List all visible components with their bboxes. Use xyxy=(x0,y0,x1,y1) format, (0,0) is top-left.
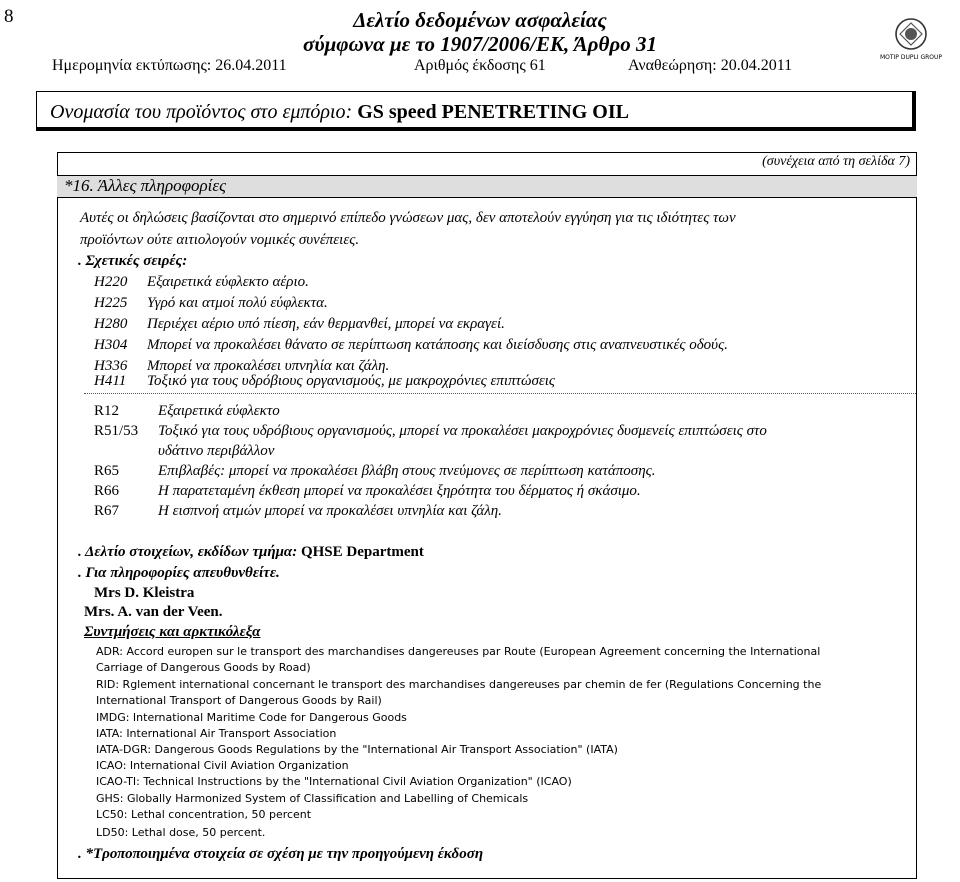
abbreviation-line: IATA-DGR: Dangerous Goods Regulations by the "International Air Transport Association" (IATA) xyxy=(96,743,618,756)
r-phrase-text: Επιβλαβές: μπορεί να προκαλέσει βλάβη στους πνεύμονες σε περίπτωση κατάποσης. xyxy=(158,463,656,479)
print-date: Ημερομηνία εκτύπωσης: 26.04.2011 xyxy=(52,57,287,74)
contact-label: . Για πληροφορίες απευθυνθείτε. xyxy=(78,565,280,581)
product-name-line xyxy=(50,101,629,124)
r-phrase-text: Η παρατεταμένη έκθεση μπορεί να προκαλέσει ξηρότητα του δέρματος ή σκάσιμο. xyxy=(158,483,641,499)
product-label: Ονομασία του προϊόντος στο εμπόριο: xyxy=(50,101,353,123)
abbreviation-line: GHS: Globally Harmonized System of Classification and Labelling of Chemicals xyxy=(96,792,529,805)
logo-text: MOTIP DUPLI GROUP xyxy=(879,54,943,61)
relevant-phrases-label: . Σχετικές σειρές: xyxy=(78,253,188,269)
h-phrase-code: H411 xyxy=(94,373,127,389)
r-phrase-text: Εξαιρετικά εύφλεκτο xyxy=(158,403,280,419)
department-label: . Δελτίο στοιχείων, εκδίδων τμήμα: xyxy=(78,544,298,560)
abbreviation-line: IATA: International Air Transport Association xyxy=(96,727,337,740)
r-phrase-code: R65 xyxy=(94,463,120,479)
r-phrase-code: R51/53 xyxy=(94,423,139,439)
r-phrase-code: R66 xyxy=(94,483,120,499)
motip-dupli-logo xyxy=(878,14,944,62)
h-phrase-text: Μπορεί να προκαλέσει υπνηλία και ζάλη. xyxy=(147,358,390,374)
h-phrase-text: Εξαιρετικά εύφλεκτο αέριο. xyxy=(147,274,309,290)
h-phrase-text: Μπορεί να προκαλέσει θάνατο σε περίπτωση κατάποσης και διείσδυσης στις αναπνευστικές οδούς. xyxy=(147,337,728,353)
abbreviation-line: LD50: Lethal dose, 50 percent. xyxy=(96,826,266,839)
contact-name-1: Mrs D. Kleistra xyxy=(94,585,195,601)
abbreviation-line: Carriage of Dangerous Goods by Road) xyxy=(96,661,311,674)
department-line xyxy=(78,544,424,561)
h-phrase-code: H336 xyxy=(94,358,128,374)
r-phrase-code: R67 xyxy=(94,503,120,519)
h-phrase-code: H304 xyxy=(94,337,128,353)
revision-date: Αναθεώρηση: 20.04.2011 xyxy=(628,57,793,74)
h-phrase-code: H220 xyxy=(94,274,128,290)
h-phrase-code: H280 xyxy=(94,316,128,332)
r-phrase-text: Τοξικό για τους υδρόβιους οργανισμούς, μπορεί να προκαλέσει μακροχρόνιες δυσμενείς επιπτώσεις στο xyxy=(158,423,767,439)
continued-note: (συνέχεια από τη σελίδα 7) xyxy=(762,154,910,169)
document-title: Δελτίο δεδομένων ασφαλείας xyxy=(353,8,607,32)
disclaimer-line-2: προϊόντων ούτε αιτιολογούν νομικές συνέπειες. xyxy=(80,232,360,248)
page-number: 8 xyxy=(4,6,14,27)
product-name: GS speed PENETRETING OIL xyxy=(357,101,629,123)
abbreviation-line: IMDG: International Maritime Code for Dangerous Goods xyxy=(96,711,407,724)
abbreviation-line: ICAO: International Civil Aviation Organization xyxy=(96,759,349,772)
document-subtitle: σύμφωνα με το 1907/2006/ΕΚ, Άρθρο 31 xyxy=(303,32,657,56)
abbreviation-line: LC50: Lethal concentration, 50 percent xyxy=(96,808,312,821)
abbreviation-line: International Transport of Dangerous Goods by Rail) xyxy=(96,694,382,707)
abbreviations-title: Συντμήσεις και αρκτικόλεξα xyxy=(84,624,261,640)
r-phrase-code: R12 xyxy=(94,403,120,419)
disclaimer-line-1: Αυτές οι δηλώσεις βασίζονται στο σημερινό επίπεδο γνώσεων μας, δεν αποτελούν εγγύηση για τις ιδιότητες των xyxy=(80,210,736,226)
abbreviation-line: ADR: Accord europen sur le transport des marchandises dangereuses par Route (European Agreement concerning the International xyxy=(96,645,821,658)
h-phrase-text: Υγρό και ατμοί πολύ εύφλεκτα. xyxy=(147,295,328,311)
h-phrase-text: Περιέχει αέριο υπό πίεση, εάν θερμανθεί, μπορεί να εκραγεί. xyxy=(147,316,505,332)
h-phrase-code: H225 xyxy=(94,295,128,311)
dotted-divider xyxy=(84,393,916,394)
department-value: QHSE Department xyxy=(300,544,424,560)
modified-data-note: . *Τροποποιημένα στοιχεία σε σχέση με την προηγούμενη έκδοση xyxy=(78,846,484,862)
abbreviation-line: RID: Rglement international concernant le transport des marchandises dangereuses par chemin de fer (Regulations Concerning the xyxy=(96,678,822,691)
r-phrase-text-continued: υδάτινο περιβάλλον xyxy=(158,443,275,459)
contact-name-2: Mrs. A. van der Veen. xyxy=(84,604,223,620)
h-phrase-text: Τοξικό για τους υδρόβιους οργανισμούς, με μακροχρόνιες επιπτώσεις xyxy=(147,373,556,389)
version-number: Αριθμός έκδοσης 61 xyxy=(414,57,546,74)
section-title: *16. Άλλες πληροφορίες xyxy=(64,176,227,195)
r-phrase-text: Η εισπνοή ατμών μπορεί να προκαλέσει υπνηλία και ζάλη. xyxy=(158,503,502,519)
abbreviation-line: ICAO-TI: Technical Instructions by the "International Civil Aviation Organization" (ICAO) xyxy=(96,775,572,788)
